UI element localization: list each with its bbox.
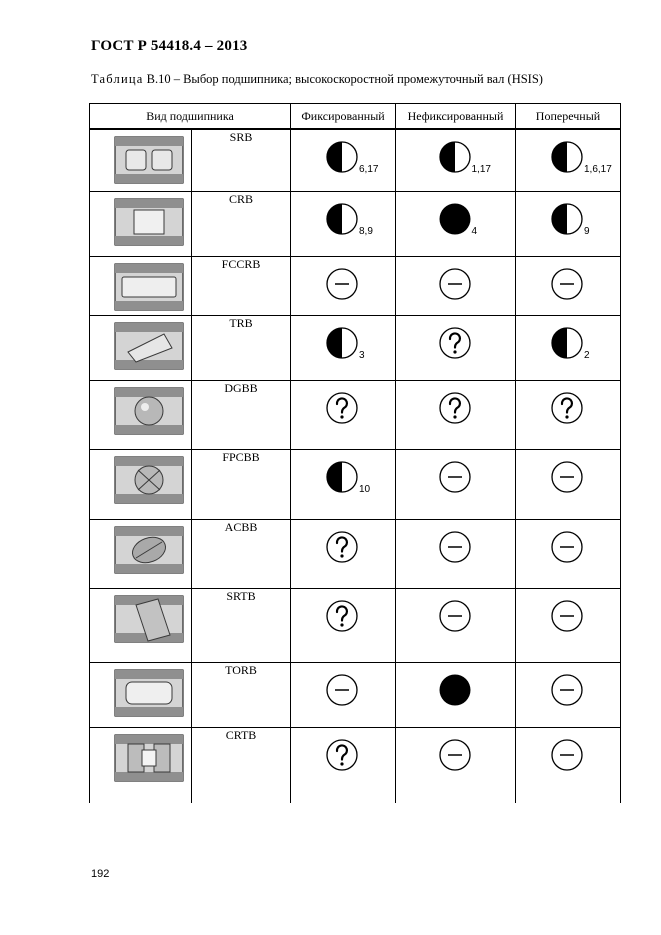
table-row xyxy=(90,315,621,380)
suitability-cell-floating xyxy=(396,588,516,662)
suitability-cell-fixed xyxy=(291,191,396,256)
table-row xyxy=(90,129,621,191)
bearing-image-cell xyxy=(90,727,192,803)
footnote-ref: 1,17 xyxy=(471,164,491,175)
document-title: ГОСТ Р 54418.4 – 2013 xyxy=(91,38,248,54)
suitability-cell-cross xyxy=(516,519,621,588)
bearing-drawing-icon xyxy=(114,263,184,311)
bearing-drawing-icon xyxy=(114,456,184,504)
table-row xyxy=(90,519,621,588)
bearing-drawing-icon xyxy=(114,136,184,184)
footnote-ref: 9 xyxy=(584,225,590,237)
suitability-cell-cross xyxy=(516,588,621,662)
table-row xyxy=(90,449,621,519)
bearing-code: FCCRB xyxy=(192,256,291,315)
bearing-drawing-icon xyxy=(114,198,184,246)
bearing-code: TORB xyxy=(192,662,291,727)
bearing-image-cell xyxy=(90,129,192,191)
table-caption-text: В.10 – Выбор подшипника; высокоскоростной промежуточный вал (HSIS) xyxy=(146,72,543,86)
table-caption-prefix: Таблица xyxy=(91,72,144,86)
footnote-ref: 2 xyxy=(584,349,590,361)
bearing-code: TRB xyxy=(192,315,291,380)
bearing-code: SRTB xyxy=(192,588,291,662)
suitability-cell-floating xyxy=(396,519,516,588)
bearing-drawing-icon xyxy=(114,387,184,435)
table-row xyxy=(90,380,621,449)
table-row xyxy=(90,727,621,803)
table-header-row xyxy=(90,104,621,130)
bearing-image-cell xyxy=(90,315,192,380)
bearing-drawing-icon xyxy=(114,322,184,370)
suitability-cell-fixed xyxy=(291,588,396,662)
footnote-ref: 8,9 xyxy=(359,225,373,237)
suitability-cell-cross xyxy=(516,449,621,519)
suitability-cell-floating xyxy=(396,315,516,380)
column-header-floating: Нефиксированный xyxy=(396,104,516,130)
suitability-cell-fixed xyxy=(291,449,396,519)
table-row xyxy=(90,256,621,315)
suitability-cell-fixed xyxy=(291,380,396,449)
suitability-cell-fixed xyxy=(291,256,396,315)
bearing-drawing-icon xyxy=(114,526,184,574)
table-row xyxy=(90,662,621,727)
suitability-cell-floating xyxy=(396,129,516,191)
suitability-cell-fixed xyxy=(291,662,396,727)
bearing-code: CRB xyxy=(192,191,291,256)
suitability-cell-cross xyxy=(516,380,621,449)
suitability-cell-floating xyxy=(396,662,516,727)
bearing-code: FPCBB xyxy=(192,449,291,519)
suitability-cell-cross xyxy=(516,129,621,191)
table-row xyxy=(90,588,621,662)
footnote-ref: 10 xyxy=(359,483,371,495)
column-header-cross: Поперечный xyxy=(516,104,621,130)
suitability-cell-cross xyxy=(516,191,621,256)
bearing-drawing-icon xyxy=(114,595,184,643)
suitability-cell-fixed xyxy=(291,519,396,588)
bearing-image-cell xyxy=(90,256,192,315)
suitability-cell-floating xyxy=(396,449,516,519)
bearing-image-cell xyxy=(90,519,192,588)
suitability-cell-floating xyxy=(396,191,516,256)
table-row xyxy=(90,191,621,256)
bearing-drawing-icon xyxy=(114,669,184,717)
bearing-image-cell xyxy=(90,449,192,519)
suitability-cell-fixed xyxy=(291,129,396,191)
bearing-image-cell xyxy=(90,588,192,662)
suitability-cell-floating xyxy=(396,256,516,315)
bearing-code: CRTB xyxy=(192,727,291,803)
bearing-image-cell xyxy=(90,662,192,727)
bearing-code: DGBB xyxy=(192,380,291,449)
suitability-cell-cross xyxy=(516,256,621,315)
table-caption xyxy=(91,72,543,87)
bearing-drawing-icon xyxy=(114,734,184,782)
bearing-image-cell xyxy=(90,380,192,449)
suitability-cell-cross xyxy=(516,727,621,803)
suitability-cell-fixed xyxy=(291,315,396,380)
footnote-ref: 3 xyxy=(359,349,365,361)
bearing-code: ACBB xyxy=(192,519,291,588)
bearing-code: SRB xyxy=(192,129,291,191)
footnote-ref: 1,6,17 xyxy=(584,164,612,175)
column-header-fixed: Фиксированный xyxy=(291,104,396,130)
suitability-cell-floating xyxy=(396,380,516,449)
footnote-ref: 6,17 xyxy=(359,164,379,175)
column-header-bearing-type: Вид подшипника xyxy=(90,104,291,130)
page-number: 192 xyxy=(91,868,110,880)
bearing-selection-table xyxy=(89,103,621,803)
suitability-cell-cross xyxy=(516,315,621,380)
footnote-ref: 4 xyxy=(471,225,478,237)
suitability-cell-floating xyxy=(396,727,516,803)
suitability-cell-cross xyxy=(516,662,621,727)
suitability-cell-fixed xyxy=(291,727,396,803)
bearing-image-cell xyxy=(90,191,192,256)
